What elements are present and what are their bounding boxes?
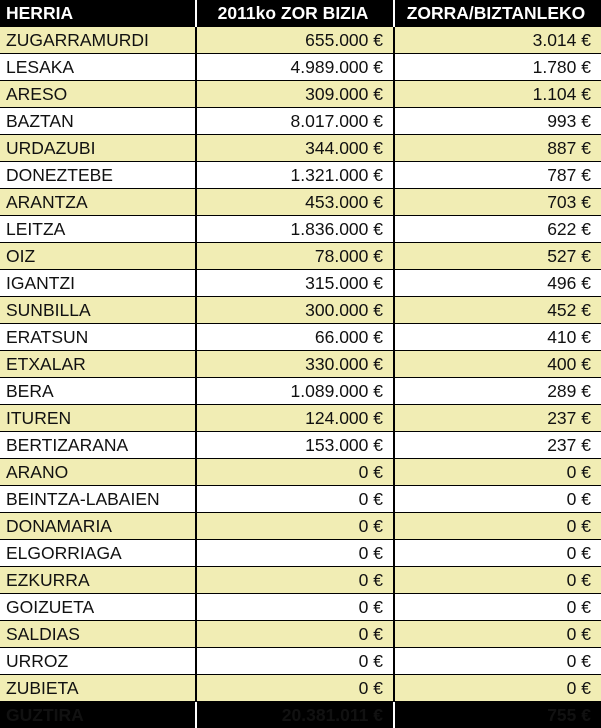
per-capita-cell: 1.104 € — [394, 81, 601, 108]
debt-cell: 344.000 € — [196, 135, 394, 162]
debt-cell: 153.000 € — [196, 432, 394, 459]
town-cell: BEINTZA-LABAIEN — [0, 486, 196, 513]
town-cell: IGANTZI — [0, 270, 196, 297]
table-row — [0, 513, 601, 540]
debt-cell: 1.836.000 € — [196, 216, 394, 243]
town-cell: ARANO — [0, 459, 196, 486]
per-capita-cell: 887 € — [394, 135, 601, 162]
per-capita-cell: 1.780 € — [394, 54, 601, 81]
per-capita-cell: 703 € — [394, 189, 601, 216]
table-footer — [0, 702, 601, 728]
debt-cell: 1.089.000 € — [196, 378, 394, 405]
per-capita-cell: 993 € — [394, 108, 601, 135]
table-row — [0, 675, 601, 702]
town-cell: ERATSUN — [0, 324, 196, 351]
table-row — [0, 324, 601, 351]
debt-cell: 124.000 € — [196, 405, 394, 432]
town-cell: BERTIZARANA — [0, 432, 196, 459]
town-cell: EZKURRA — [0, 567, 196, 594]
debt-cell: 0 € — [196, 594, 394, 621]
table-row — [0, 54, 601, 81]
debt-cell: 4.989.000 € — [196, 54, 394, 81]
town-cell: OIZ — [0, 243, 196, 270]
header-debt: 2011ko ZOR BIZIA — [196, 0, 394, 27]
debt-cell: 78.000 € — [196, 243, 394, 270]
table-row — [0, 81, 601, 108]
table-row — [0, 189, 601, 216]
per-capita-cell: 0 € — [394, 621, 601, 648]
debt-cell: 0 € — [196, 567, 394, 594]
per-capita-cell: 0 € — [394, 486, 601, 513]
debt-cell: 309.000 € — [196, 81, 394, 108]
town-cell: ELGORRIAGA — [0, 540, 196, 567]
town-cell: LEITZA — [0, 216, 196, 243]
town-cell: DONAMARIA — [0, 513, 196, 540]
header-row — [0, 0, 601, 27]
town-cell: SUNBILLA — [0, 297, 196, 324]
table-row — [0, 432, 601, 459]
town-cell: ITUREN — [0, 405, 196, 432]
debt-cell: 1.321.000 € — [196, 162, 394, 189]
per-capita-cell: 622 € — [394, 216, 601, 243]
table-row — [0, 297, 601, 324]
town-cell: BAZTAN — [0, 108, 196, 135]
town-cell: DONEZTEBE — [0, 162, 196, 189]
total-per-capita: 755 € — [394, 702, 601, 728]
table-row — [0, 378, 601, 405]
table-row — [0, 270, 601, 297]
per-capita-cell: 0 € — [394, 540, 601, 567]
debt-cell: 0 € — [196, 648, 394, 675]
debt-cell: 66.000 € — [196, 324, 394, 351]
table-row — [0, 540, 601, 567]
town-cell: URROZ — [0, 648, 196, 675]
table-row — [0, 594, 601, 621]
debt-cell: 453.000 € — [196, 189, 394, 216]
town-cell: LESAKA — [0, 54, 196, 81]
debt-cell: 300.000 € — [196, 297, 394, 324]
per-capita-cell: 237 € — [394, 432, 601, 459]
header-town: HERRIA — [0, 0, 196, 27]
table-header — [0, 0, 601, 27]
total-label: GUZTIRA — [0, 702, 196, 728]
per-capita-cell: 527 € — [394, 243, 601, 270]
table-row — [0, 459, 601, 486]
table-row — [0, 243, 601, 270]
town-cell: BERA — [0, 378, 196, 405]
per-capita-cell: 787 € — [394, 162, 601, 189]
table-row — [0, 567, 601, 594]
header-per-capita: ZORRA/BIZTANLEKO — [394, 0, 601, 27]
table-row — [0, 135, 601, 162]
table-row — [0, 162, 601, 189]
table-row — [0, 216, 601, 243]
total-row — [0, 702, 601, 728]
per-capita-cell: 410 € — [394, 324, 601, 351]
debt-cell: 315.000 € — [196, 270, 394, 297]
debt-cell: 0 € — [196, 459, 394, 486]
table-body — [0, 27, 601, 702]
per-capita-cell: 400 € — [394, 351, 601, 378]
per-capita-cell: 0 € — [394, 675, 601, 702]
debt-cell: 8.017.000 € — [196, 108, 394, 135]
debt-cell: 0 € — [196, 540, 394, 567]
debt-cell: 0 € — [196, 675, 394, 702]
per-capita-cell: 0 € — [394, 567, 601, 594]
table-row — [0, 27, 601, 54]
per-capita-cell: 496 € — [394, 270, 601, 297]
debt-cell: 655.000 € — [196, 27, 394, 54]
town-cell: GOIZUETA — [0, 594, 196, 621]
table-row — [0, 351, 601, 378]
per-capita-cell: 289 € — [394, 378, 601, 405]
town-cell: SALDIAS — [0, 621, 196, 648]
per-capita-cell: 237 € — [394, 405, 601, 432]
table-row — [0, 405, 601, 432]
per-capita-cell: 0 € — [394, 648, 601, 675]
debt-cell: 330.000 € — [196, 351, 394, 378]
table-row — [0, 621, 601, 648]
table-row — [0, 486, 601, 513]
debt-cell: 0 € — [196, 513, 394, 540]
debt-cell: 0 € — [196, 486, 394, 513]
town-cell: ARESO — [0, 81, 196, 108]
per-capita-cell: 3.014 € — [394, 27, 601, 54]
per-capita-cell: 0 € — [394, 513, 601, 540]
table-row — [0, 648, 601, 675]
debt-cell: 0 € — [196, 621, 394, 648]
town-cell: URDAZUBI — [0, 135, 196, 162]
per-capita-cell: 452 € — [394, 297, 601, 324]
town-cell: ETXALAR — [0, 351, 196, 378]
town-cell: ARANTZA — [0, 189, 196, 216]
town-cell: ZUBIETA — [0, 675, 196, 702]
per-capita-cell: 0 € — [394, 594, 601, 621]
per-capita-cell: 0 € — [394, 459, 601, 486]
table-row — [0, 108, 601, 135]
town-cell: ZUGARRAMURDI — [0, 27, 196, 54]
total-debt: 20.381.011 € — [196, 702, 394, 728]
